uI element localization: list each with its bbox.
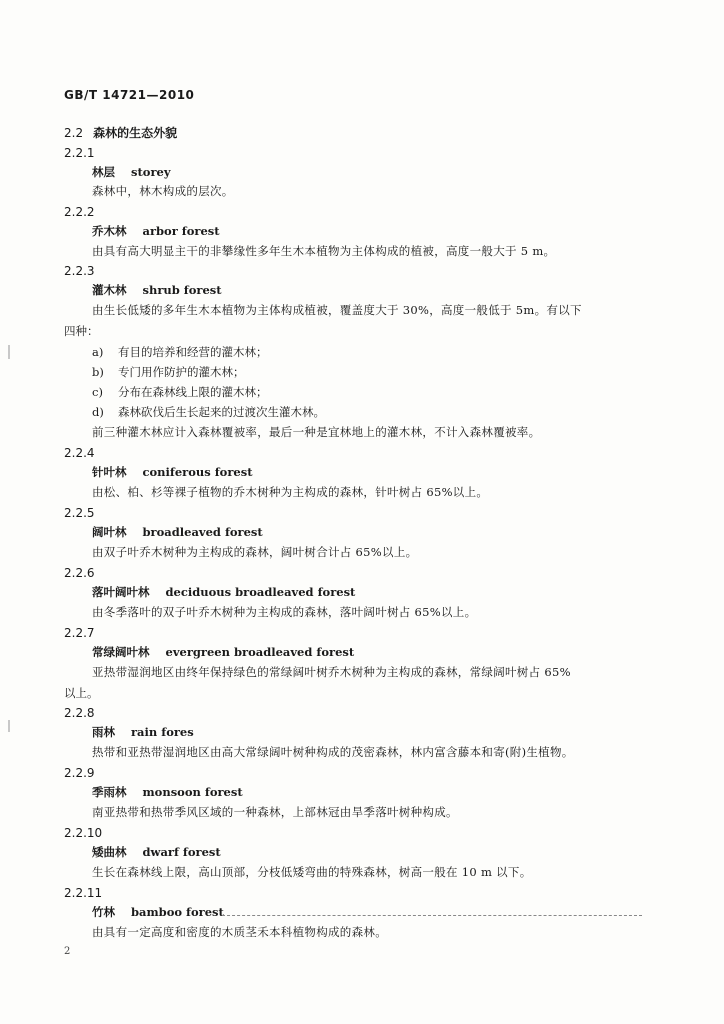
term-definition: 热带和亚热带湿润地区由高大常绿阔叶树种构成的茂密森林，林内富含藤本和寄(附)生植物。 — [92, 745, 574, 759]
term-zh: 矮曲林 — [92, 845, 127, 859]
term-definition: 由双子叶乔木树种为主构成的森林，阔叶树合计占 65%以上。 — [92, 545, 418, 559]
list-item — [92, 364, 245, 380]
term-definition: 由具有一定高度和密度的木质茎禾本科植物构成的森林。 — [92, 925, 387, 939]
term-heading — [92, 584, 355, 600]
term-zh: 乔木林 — [92, 224, 127, 238]
section-title-text: 森林的生态外貌 — [93, 126, 178, 140]
term-en: monsoon forest — [142, 785, 243, 799]
term-zh: 林层 — [92, 165, 115, 179]
term-zh: 灌木林 — [92, 283, 127, 297]
term-definition: 森林中，林木构成的层次。 — [92, 184, 234, 198]
term-definition: 由冬季落叶的双子叶乔木树种为主构成的森林，落叶阔叶树占 65%以上。 — [92, 605, 477, 619]
list-marker: a) — [92, 345, 104, 359]
list-item — [92, 404, 325, 420]
term-zh: 针叶林 — [92, 465, 127, 479]
clause-number: 2.2.10 — [64, 826, 103, 840]
scan-artifact — [8, 345, 10, 359]
term-en: rain fores — [131, 725, 194, 739]
term-zh: 雨林 — [92, 725, 115, 739]
term-heading — [92, 464, 253, 480]
list-text: 有目的培养和经营的灌木林； — [118, 345, 268, 359]
term-heading — [92, 844, 221, 860]
list-marker: b) — [92, 365, 104, 379]
term-zh: 阔叶林 — [92, 525, 127, 539]
page-number: 2 — [64, 946, 71, 957]
term-definition-line1: 亚热带湿润地区由终年保持绿色的常绿阔叶树乔木树种为主构成的森林，常绿阔叶树占 65% — [92, 665, 571, 679]
term-definition: 生长在森林线上限，高山顶部，分枝低矮弯曲的特殊森林，树高一般在 10 m 以下。 — [92, 865, 532, 879]
term-en: evergreen broadleaved forest — [165, 645, 355, 659]
term-definition: 由具有高大明显主干的非攀缘性多年生木本植物为主体构成的植被，高度一般大于 5 m。 — [92, 244, 556, 258]
term-en: deciduous broadleaved forest — [165, 585, 356, 599]
clause-number: 2.2.5 — [64, 506, 95, 520]
list-marker: d) — [92, 405, 104, 419]
clause-number: 2.2.9 — [64, 766, 95, 780]
scan-artifact — [8, 720, 10, 732]
term-note: 前三种灌木林应计入森林覆被率，最后一种是宜林地上的灌木林，不计入森林覆被率。 — [92, 425, 541, 439]
term-heading — [92, 784, 243, 800]
term-en: shrub forest — [142, 283, 222, 297]
term-zh: 竹林 — [92, 905, 115, 919]
term-definition: 由松、柏、杉等裸子植物的乔木树种为主构成的森林，针叶树占 65%以上。 — [92, 485, 489, 499]
term-zh: 季雨林 — [92, 785, 127, 799]
term-en: dwarf forest — [142, 845, 221, 859]
list-text: 森林砍伐后生长起来的过渡次生灌木林。 — [118, 405, 325, 419]
term-definition-line2: 以上。 — [64, 686, 99, 700]
clause-number: 2.2.6 — [64, 566, 95, 580]
section-number: 2.2 — [64, 126, 84, 140]
list-text: 专门用作防护的灌木林； — [118, 365, 245, 379]
standard-header: GB/T 14721—2010 — [64, 88, 195, 102]
underline-rule — [222, 915, 642, 916]
clause-number: 2.2.3 — [64, 264, 95, 278]
term-heading — [92, 282, 222, 298]
term-en: arbor forest — [142, 224, 220, 238]
term-definition: 南亚热带和热带季风区域的一种森林，上部林冠由旱季落叶树种构成。 — [92, 805, 458, 819]
term-heading — [92, 724, 194, 740]
clause-number: 2.2.11 — [64, 886, 103, 900]
term-heading — [92, 644, 354, 660]
term-heading — [92, 223, 220, 239]
list-text: 分布在森林线上限的灌木林； — [118, 385, 268, 399]
term-heading — [92, 904, 224, 920]
term-zh: 常绿阔叶林 — [92, 645, 150, 659]
list-item — [92, 384, 268, 400]
term-zh: 落叶阔叶林 — [92, 585, 150, 599]
clause-number: 2.2.7 — [64, 626, 95, 640]
clause-number: 2.2.1 — [64, 146, 95, 160]
list-marker: c) — [92, 385, 103, 399]
clause-number: 2.2.8 — [64, 706, 95, 720]
term-definition-line2: 四种： — [64, 324, 99, 338]
clause-number: 2.2.4 — [64, 446, 95, 460]
term-en: broadleaved forest — [142, 525, 263, 539]
term-heading — [92, 164, 171, 180]
term-en: coniferous forest — [142, 465, 253, 479]
section-title — [64, 124, 177, 141]
term-en: storey — [131, 165, 171, 179]
term-definition-line1: 由生长低矮的多年生木本植物为主体构成植被，覆盖度大于 30%，高度一般低于 5m。有以下 — [92, 303, 582, 317]
term-heading — [92, 524, 263, 540]
clause-number: 2.2.2 — [64, 205, 95, 219]
term-en: bamboo forest — [131, 905, 224, 919]
list-item — [92, 344, 268, 360]
